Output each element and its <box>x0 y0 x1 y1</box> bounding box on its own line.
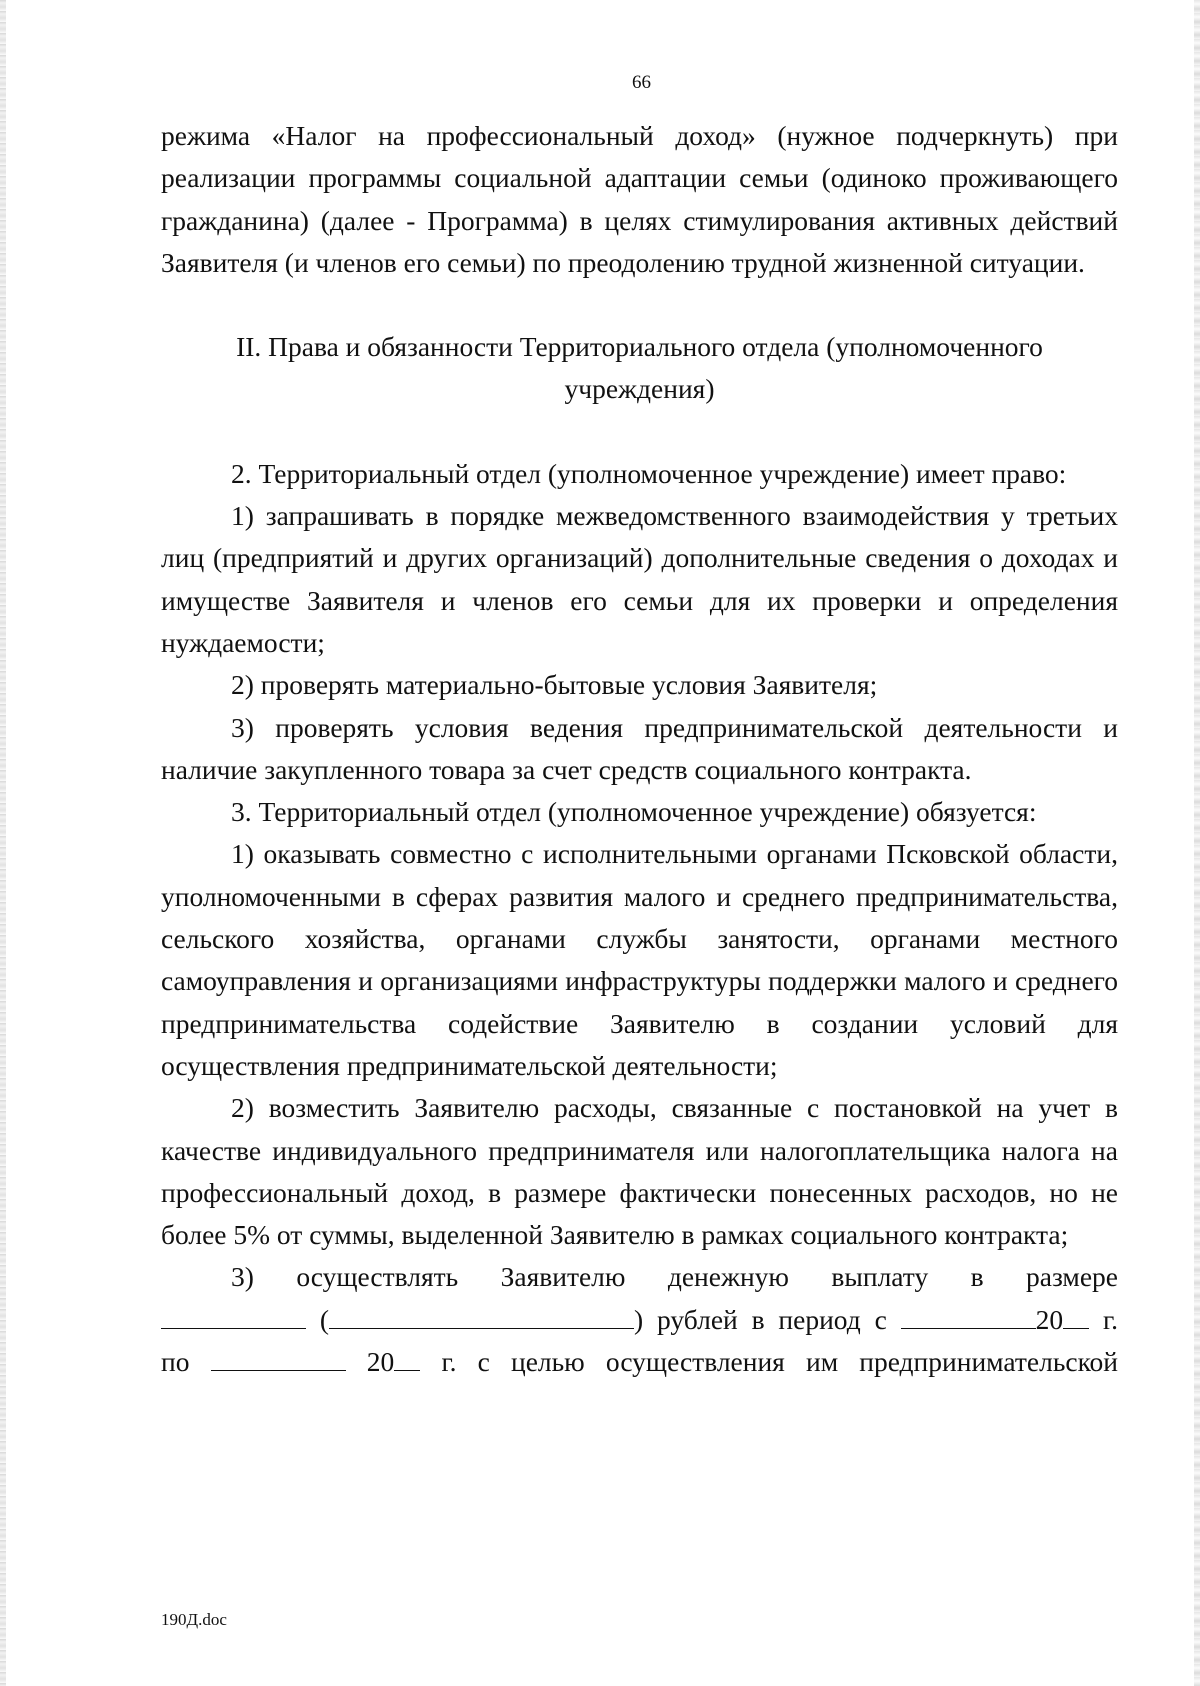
rubles-period-text: ) рублей в период с <box>634 1303 887 1335</box>
end-date-blank <box>211 1344 346 1371</box>
clause-3-3-text: 3) осуществлять Заявителю денежную выплату в размере <box>231 1261 1118 1293</box>
payment-period-line <box>161 1341 1118 1383</box>
paragraph-clause-3-1: 1) оказывать совместно с исполнительными органами Псковской области, уполномоченными в сферах развития малого и среднего предпринимательства, сельского хозяйства, органами службы занятости, органами местного самоуправления и организациями инфраструктуры поддержки малого и среднего предпринимательства содействие Заявителю в создании условий для осуществления предпринимательской деятельности; <box>161 838 1118 1081</box>
paragraph-intro: режима «Налог на профессиональный доход» (нужное подчеркнуть) при реализации программы социальной адаптации семьи (одиноко проживающего гражданина) (далее - Программа) в целях стимулирования активных действий Заявителя (и членов его семьи) по преодолению трудной жизненной ситуации. <box>161 120 1118 278</box>
file-name-footer: 190Д.doc <box>161 1610 227 1629</box>
end-year-prefix: 20 <box>366 1346 395 1378</box>
start-year-suffix: г. <box>1102 1303 1119 1335</box>
paragraph-clause-3-3 <box>161 1256 1118 1298</box>
section-heading: II. Права и обязанности Территориального отдела (уполномоченного учреждения) <box>236 331 1043 405</box>
payment-amount-line <box>161 1299 1118 1341</box>
start-date-blank <box>901 1302 1036 1329</box>
page-number: 66 <box>632 72 651 93</box>
paragraph-clause-2: 2. Территориальный отдел (уполномоченное учреждение) имеет право: <box>231 457 1067 489</box>
scan-edge-left <box>0 0 6 1686</box>
start-year-blank <box>1063 1302 1089 1329</box>
paragraph-clause-2-2: 2) проверять материально-бытовые условия Заявителя; <box>231 669 878 701</box>
purpose-text: г. с целью осуществления им предпринимательской <box>441 1346 1119 1378</box>
end-date-prefix: по <box>161 1346 190 1378</box>
paragraph-clause-2-3: 3) проверять условия ведения предпринимательской деятельности и наличие закупленного товара за счет средств социального контракта. <box>161 711 1118 785</box>
end-year-blank <box>394 1344 420 1371</box>
paragraph-clause-3-2: 2) возместить Заявителю расходы, связанные с постановкой на учет в качестве индивидуального предпринимателя или налогоплательщика налога на профессиональный доход, в размере фактически понесенных расходов, но не более 5% от суммы, выделенной Заявителю в рамках социального контракта; <box>161 1092 1118 1251</box>
document-body <box>161 115 1118 1383</box>
open-paren: ( <box>319 1303 330 1335</box>
amount-digits-blank <box>161 1302 306 1329</box>
paragraph-clause-3: 3. Территориальный отдел (уполномоченное учреждение) обязуется: <box>231 796 1037 828</box>
scan-edge-right <box>1194 0 1200 1686</box>
amount-words-blank <box>329 1302 634 1329</box>
paragraph-clause-2-1: 1) запрашивать в порядке межведомственного взаимодействия у третьих лиц (предприятий и других организаций) дополнительные сведения о доходах и имуществе Заявителя и членов его семьи для их проверки и определения нуждаемости; <box>161 500 1118 658</box>
start-year-prefix: 20 <box>1035 1303 1064 1335</box>
